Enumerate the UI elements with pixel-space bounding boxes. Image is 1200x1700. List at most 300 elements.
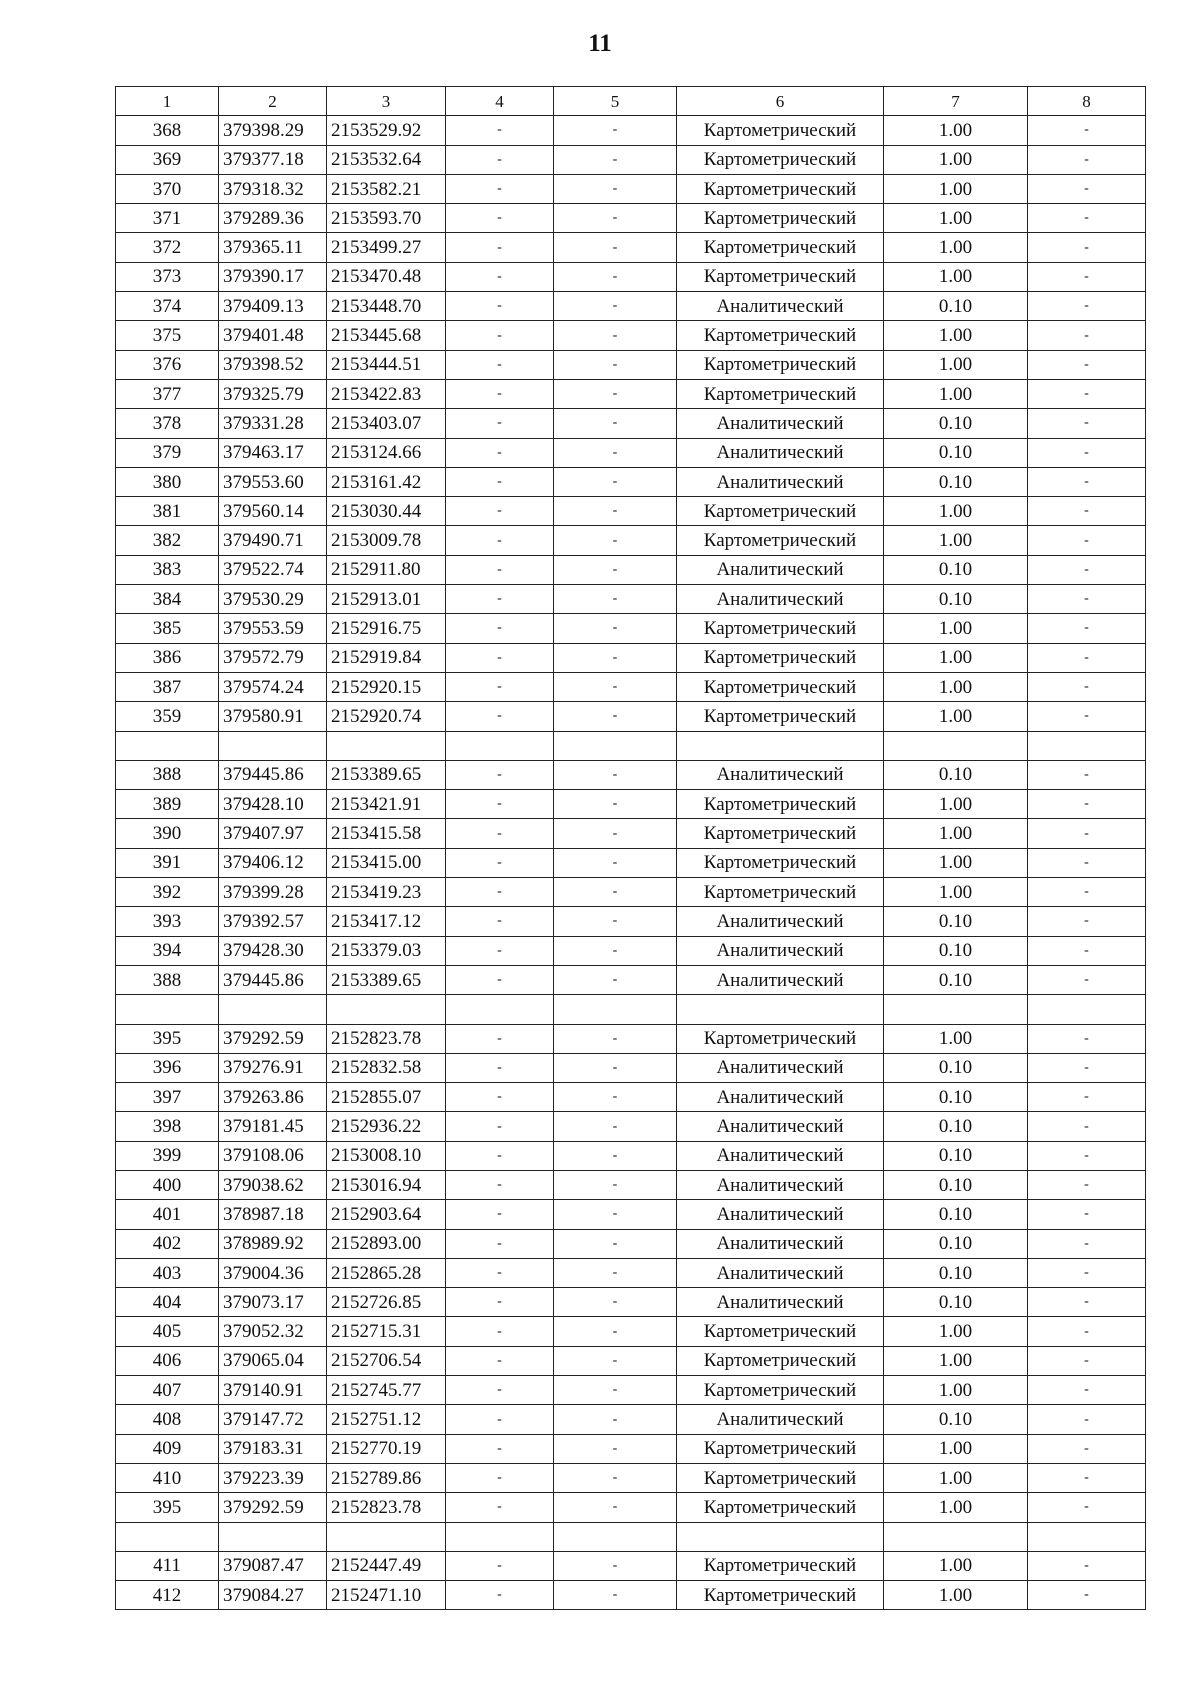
col-5-value-cell: - xyxy=(554,204,677,233)
col-4-value-cell: - xyxy=(446,1405,554,1434)
coord-y-cell: 2153030.44 xyxy=(327,497,446,526)
accuracy-cell: 0.10 xyxy=(884,1112,1028,1141)
table-row xyxy=(116,819,1146,848)
col-5-value-cell: - xyxy=(554,1376,677,1405)
col-5-value-cell: - xyxy=(554,262,677,291)
point-number-cell: 395 xyxy=(116,1493,219,1522)
method-cell: Аналитический xyxy=(677,1258,884,1287)
col-4-value-cell: - xyxy=(446,1493,554,1522)
col-5-value-cell: - xyxy=(554,1317,677,1346)
col-8-value-cell: - xyxy=(1028,965,1146,994)
accuracy-cell: 0.10 xyxy=(884,1200,1028,1229)
col-5-value-cell: - xyxy=(554,585,677,614)
table-row xyxy=(116,438,1146,467)
accuracy-cell: 1.00 xyxy=(884,1581,1028,1610)
col-4-value-cell: - xyxy=(446,1376,554,1405)
coord-x-cell: 379553.59 xyxy=(219,614,327,643)
col-8-value-cell: - xyxy=(1028,1200,1146,1229)
coord-y-cell: 2152936.22 xyxy=(327,1112,446,1141)
method-cell xyxy=(677,995,884,1024)
coord-x-cell: 379318.32 xyxy=(219,174,327,203)
col-5-value-cell xyxy=(554,1522,677,1551)
col-4-value-cell: - xyxy=(446,1434,554,1463)
accuracy-cell: 1.00 xyxy=(884,526,1028,555)
col-5-value-cell xyxy=(554,995,677,1024)
col-8-value-cell: - xyxy=(1028,1581,1146,1610)
method-cell: Аналитический xyxy=(677,1405,884,1434)
col-8-value-cell xyxy=(1028,995,1146,1024)
col-8-value-cell: - xyxy=(1028,878,1146,907)
col-8-value-cell: - xyxy=(1028,1346,1146,1375)
method-cell: Аналитический xyxy=(677,1288,884,1317)
coord-x-cell: 379084.27 xyxy=(219,1581,327,1610)
method-cell: Картометрический xyxy=(677,672,884,701)
accuracy-cell: 0.10 xyxy=(884,292,1028,321)
col-5-value-cell: - xyxy=(554,1229,677,1258)
coord-x-cell: 379052.32 xyxy=(219,1317,327,1346)
col-4-value-cell xyxy=(446,1522,554,1551)
table-row xyxy=(116,467,1146,496)
point-number-cell: 374 xyxy=(116,292,219,321)
coord-x-cell: 379560.14 xyxy=(219,497,327,526)
coord-y-cell: 2153403.07 xyxy=(327,409,446,438)
point-number-cell: 370 xyxy=(116,174,219,203)
accuracy-cell: 1.00 xyxy=(884,878,1028,907)
coord-x-cell: 379004.36 xyxy=(219,1258,327,1287)
table-row xyxy=(116,409,1146,438)
coord-y-cell: 2153444.51 xyxy=(327,350,446,379)
col-5-value-cell: - xyxy=(554,1112,677,1141)
accuracy-cell: 0.10 xyxy=(884,1229,1028,1258)
accuracy-cell: 1.00 xyxy=(884,819,1028,848)
point-number-cell: 401 xyxy=(116,1200,219,1229)
table-row xyxy=(116,204,1146,233)
point-number-cell: 405 xyxy=(116,1317,219,1346)
col-4-value-cell: - xyxy=(446,174,554,203)
col-8-value-cell: - xyxy=(1028,1229,1146,1258)
col-8-value-cell: - xyxy=(1028,907,1146,936)
method-cell: Картометрический xyxy=(677,1317,884,1346)
accuracy-cell: 0.10 xyxy=(884,438,1028,467)
col-5-value-cell: - xyxy=(554,1141,677,1170)
coord-y-cell: 2153417.12 xyxy=(327,907,446,936)
col-5-value-cell: - xyxy=(554,438,677,467)
coord-x-cell: 379428.30 xyxy=(219,936,327,965)
col-8-value-cell: - xyxy=(1028,438,1146,467)
point-number-cell: 399 xyxy=(116,1141,219,1170)
accuracy-cell: 0.10 xyxy=(884,1083,1028,1112)
point-number-cell: 383 xyxy=(116,555,219,584)
coord-x-cell: 379407.97 xyxy=(219,819,327,848)
col-8-value-cell: - xyxy=(1028,379,1146,408)
coord-y-cell: 2152823.78 xyxy=(327,1024,446,1053)
col-5-value-cell: - xyxy=(554,1024,677,1053)
table-row xyxy=(116,1170,1146,1199)
table-row xyxy=(116,965,1146,994)
coord-x-cell: 378987.18 xyxy=(219,1200,327,1229)
coord-y-cell: 2152770.19 xyxy=(327,1434,446,1463)
method-cell: Картометрический xyxy=(677,1493,884,1522)
coord-x-cell: 379398.52 xyxy=(219,350,327,379)
point-number-cell: 393 xyxy=(116,907,219,936)
method-cell: Картометрический xyxy=(677,204,884,233)
method-cell: Картометрический xyxy=(677,262,884,291)
coord-y-cell: 2152447.49 xyxy=(327,1551,446,1580)
col-4-value-cell: - xyxy=(446,790,554,819)
point-number-cell: 375 xyxy=(116,321,219,350)
col-5-value-cell: - xyxy=(554,643,677,672)
accuracy-cell: 1.00 xyxy=(884,1434,1028,1463)
method-cell: Аналитический xyxy=(677,585,884,614)
coord-y-cell: 2152919.84 xyxy=(327,643,446,672)
accuracy-cell: 0.10 xyxy=(884,1141,1028,1170)
coord-y-cell: 2153422.83 xyxy=(327,379,446,408)
col-4-value-cell: - xyxy=(446,643,554,672)
accuracy-cell: 0.10 xyxy=(884,936,1028,965)
point-number-cell: 369 xyxy=(116,145,219,174)
col-5-value-cell: - xyxy=(554,848,677,877)
accuracy-cell: 0.10 xyxy=(884,907,1028,936)
col-4-value-cell: - xyxy=(446,1053,554,1082)
coord-y-cell: 2152706.54 xyxy=(327,1346,446,1375)
accuracy-cell: 1.00 xyxy=(884,702,1028,731)
coord-x-cell: 379463.17 xyxy=(219,438,327,467)
coord-x-cell: 379365.11 xyxy=(219,233,327,262)
col-8-value-cell: - xyxy=(1028,1493,1146,1522)
coord-x-cell: 379390.17 xyxy=(219,262,327,291)
coord-y-cell: 2153124.66 xyxy=(327,438,446,467)
point-number-cell xyxy=(116,731,219,760)
accuracy-cell: 1.00 xyxy=(884,204,1028,233)
coord-y-cell: 2153009.78 xyxy=(327,526,446,555)
point-number-cell: 391 xyxy=(116,848,219,877)
table-row xyxy=(116,1083,1146,1112)
col-8-value-cell: - xyxy=(1028,174,1146,203)
coord-x-cell: 379522.74 xyxy=(219,555,327,584)
point-number-cell xyxy=(116,995,219,1024)
accuracy-cell: 1.00 xyxy=(884,379,1028,408)
table-row xyxy=(116,702,1146,731)
col-8-value-cell: - xyxy=(1028,1551,1146,1580)
table-row xyxy=(116,1581,1146,1610)
point-number-cell: 380 xyxy=(116,467,219,496)
col-5-value-cell: - xyxy=(554,1493,677,1522)
col-5-value-cell: - xyxy=(554,467,677,496)
coord-x-cell: 379398.29 xyxy=(219,116,327,145)
coord-y-cell: 2153421.91 xyxy=(327,790,446,819)
point-number-cell: 395 xyxy=(116,1024,219,1053)
coord-y-cell: 2152789.86 xyxy=(327,1463,446,1492)
coord-y-cell xyxy=(327,1522,446,1551)
col-8-value-cell: - xyxy=(1028,1434,1146,1463)
col-5-value-cell: - xyxy=(554,292,677,321)
table-row xyxy=(116,526,1146,555)
col-5-value-cell: - xyxy=(554,819,677,848)
table-row xyxy=(116,1376,1146,1405)
method-cell: Аналитический xyxy=(677,1141,884,1170)
coord-x-cell: 379292.59 xyxy=(219,1024,327,1053)
method-cell: Картометрический xyxy=(677,526,884,555)
accuracy-cell: 1.00 xyxy=(884,1024,1028,1053)
point-number-cell: 398 xyxy=(116,1112,219,1141)
col-5-value-cell: - xyxy=(554,1053,677,1082)
col-4-value-cell: - xyxy=(446,1200,554,1229)
table-row xyxy=(116,262,1146,291)
coord-y-cell xyxy=(327,731,446,760)
coord-x-cell: 379377.18 xyxy=(219,145,327,174)
col-8-value-cell: - xyxy=(1028,1024,1146,1053)
table-row xyxy=(116,1112,1146,1141)
accuracy-cell: 1.00 xyxy=(884,116,1028,145)
accuracy-cell: 0.10 xyxy=(884,1053,1028,1082)
col-4-value-cell: - xyxy=(446,1317,554,1346)
col-8-value-cell: - xyxy=(1028,350,1146,379)
coord-y-cell: 2153529.92 xyxy=(327,116,446,145)
coord-x-cell: 379263.86 xyxy=(219,1083,327,1112)
column-number-header: 3 xyxy=(327,87,446,116)
col-4-value-cell: - xyxy=(446,116,554,145)
col-4-value-cell: - xyxy=(446,848,554,877)
col-4-value-cell: - xyxy=(446,702,554,731)
col-5-value-cell: - xyxy=(554,1434,677,1463)
column-number-header: 6 xyxy=(677,87,884,116)
method-cell: Картометрический xyxy=(677,321,884,350)
coord-x-cell xyxy=(219,731,327,760)
method-cell: Аналитический xyxy=(677,555,884,584)
coord-x-cell: 379181.45 xyxy=(219,1112,327,1141)
method-cell: Аналитический xyxy=(677,438,884,467)
col-4-value-cell: - xyxy=(446,1581,554,1610)
coord-x-cell: 379409.13 xyxy=(219,292,327,321)
coord-y-cell: 2153415.00 xyxy=(327,848,446,877)
accuracy-cell: 0.10 xyxy=(884,1405,1028,1434)
page-number: 11 xyxy=(588,30,612,57)
method-cell: Картометрический xyxy=(677,1434,884,1463)
point-number-cell: 409 xyxy=(116,1434,219,1463)
coord-x-cell: 379276.91 xyxy=(219,1053,327,1082)
coord-y-cell: 2152751.12 xyxy=(327,1405,446,1434)
col-8-value-cell: - xyxy=(1028,321,1146,350)
col-5-value-cell: - xyxy=(554,526,677,555)
method-cell: Картометрический xyxy=(677,1024,884,1053)
accuracy-cell: 1.00 xyxy=(884,1551,1028,1580)
method-cell: Картометрический xyxy=(677,174,884,203)
coord-y-cell: 2153593.70 xyxy=(327,204,446,233)
col-5-value-cell: - xyxy=(554,555,677,584)
col-8-value-cell: - xyxy=(1028,1112,1146,1141)
point-number-cell xyxy=(116,1522,219,1551)
col-5-value-cell: - xyxy=(554,497,677,526)
method-cell: Картометрический xyxy=(677,643,884,672)
col-5-value-cell: - xyxy=(554,116,677,145)
table-row xyxy=(116,379,1146,408)
accuracy-cell: 1.00 xyxy=(884,790,1028,819)
coord-x-cell: 379580.91 xyxy=(219,702,327,731)
table-row xyxy=(116,995,1146,1024)
method-cell: Аналитический xyxy=(677,936,884,965)
table-row xyxy=(116,1405,1146,1434)
method-cell: Аналитический xyxy=(677,292,884,321)
table-row xyxy=(116,790,1146,819)
coord-y-cell: 2153445.68 xyxy=(327,321,446,350)
col-8-value-cell xyxy=(1028,731,1146,760)
method-cell: Аналитический xyxy=(677,1200,884,1229)
coord-y-cell: 2152823.78 xyxy=(327,1493,446,1522)
table-row xyxy=(116,731,1146,760)
coord-y-cell: 2152920.74 xyxy=(327,702,446,731)
coord-y-cell: 2152911.80 xyxy=(327,555,446,584)
coord-x-cell: 379428.10 xyxy=(219,790,327,819)
table-row xyxy=(116,1463,1146,1492)
point-number-cell: 388 xyxy=(116,760,219,789)
col-5-value-cell: - xyxy=(554,174,677,203)
col-4-value-cell: - xyxy=(446,379,554,408)
col-5-value-cell: - xyxy=(554,409,677,438)
table-row xyxy=(116,848,1146,877)
point-number-cell: 404 xyxy=(116,1288,219,1317)
col-4-value-cell: - xyxy=(446,965,554,994)
col-4-value-cell: - xyxy=(446,1346,554,1375)
point-number-cell: 382 xyxy=(116,526,219,555)
col-4-value-cell: - xyxy=(446,907,554,936)
accuracy-cell: 0.10 xyxy=(884,1258,1028,1287)
table-row xyxy=(116,321,1146,350)
col-4-value-cell: - xyxy=(446,350,554,379)
method-cell: Картометрический xyxy=(677,1581,884,1610)
point-number-cell: 403 xyxy=(116,1258,219,1287)
method-cell: Аналитический xyxy=(677,760,884,789)
table-row xyxy=(116,116,1146,145)
coord-y-cell: 2153389.65 xyxy=(327,760,446,789)
accuracy-cell: 0.10 xyxy=(884,467,1028,496)
method-cell: Картометрический xyxy=(677,1376,884,1405)
col-8-value-cell: - xyxy=(1028,1083,1146,1112)
coord-y-cell: 2153389.65 xyxy=(327,965,446,994)
coord-y-cell: 2153582.21 xyxy=(327,174,446,203)
point-number-cell: 412 xyxy=(116,1581,219,1610)
method-cell: Аналитический xyxy=(677,467,884,496)
method-cell: Картометрический xyxy=(677,790,884,819)
method-cell: Аналитический xyxy=(677,965,884,994)
col-4-value-cell: - xyxy=(446,1463,554,1492)
col-8-value-cell: - xyxy=(1028,1170,1146,1199)
table-row xyxy=(116,614,1146,643)
table-row xyxy=(116,878,1146,907)
method-cell: Картометрический xyxy=(677,145,884,174)
col-4-value-cell: - xyxy=(446,526,554,555)
table-row xyxy=(116,1317,1146,1346)
col-4-value-cell: - xyxy=(446,1141,554,1170)
column-number-header: 4 xyxy=(446,87,554,116)
point-number-cell: 406 xyxy=(116,1346,219,1375)
coord-x-cell: 379289.36 xyxy=(219,204,327,233)
table-row xyxy=(116,1053,1146,1082)
table-row xyxy=(116,936,1146,965)
coord-y-cell: 2152855.07 xyxy=(327,1083,446,1112)
accuracy-cell: 1.00 xyxy=(884,672,1028,701)
method-cell: Картометрический xyxy=(677,350,884,379)
table-row xyxy=(116,174,1146,203)
col-5-value-cell: - xyxy=(554,907,677,936)
col-4-value-cell: - xyxy=(446,672,554,701)
col-5-value-cell: - xyxy=(554,1200,677,1229)
method-cell: Картометрический xyxy=(677,116,884,145)
table-row xyxy=(116,292,1146,321)
col-5-value-cell: - xyxy=(554,936,677,965)
col-5-value-cell: - xyxy=(554,1463,677,1492)
coord-x-cell: 379399.28 xyxy=(219,878,327,907)
table-row xyxy=(116,555,1146,584)
col-5-value-cell: - xyxy=(554,1258,677,1287)
table-row xyxy=(116,1141,1146,1170)
method-cell: Картометрический xyxy=(677,702,884,731)
coord-y-cell: 2152913.01 xyxy=(327,585,446,614)
col-8-value-cell: - xyxy=(1028,1317,1146,1346)
point-number-cell: 373 xyxy=(116,262,219,291)
col-8-value-cell xyxy=(1028,1522,1146,1551)
table-row xyxy=(116,1346,1146,1375)
point-number-cell: 402 xyxy=(116,1229,219,1258)
col-4-value-cell: - xyxy=(446,1083,554,1112)
col-4-value-cell: - xyxy=(446,438,554,467)
coord-x-cell: 379445.86 xyxy=(219,760,327,789)
col-5-value-cell: - xyxy=(554,614,677,643)
accuracy-cell: 1.00 xyxy=(884,848,1028,877)
table-row xyxy=(116,672,1146,701)
coord-x-cell: 379108.06 xyxy=(219,1141,327,1170)
coord-x-cell: 379325.79 xyxy=(219,379,327,408)
col-4-value-cell: - xyxy=(446,1288,554,1317)
accuracy-cell: 1.00 xyxy=(884,174,1028,203)
point-number-cell: 377 xyxy=(116,379,219,408)
point-number-cell: 386 xyxy=(116,643,219,672)
coord-y-cell: 2152715.31 xyxy=(327,1317,446,1346)
col-4-value-cell: - xyxy=(446,321,554,350)
coord-y-cell: 2153419.23 xyxy=(327,878,446,907)
column-number-header: 5 xyxy=(554,87,677,116)
accuracy-cell: 1.00 xyxy=(884,262,1028,291)
col-8-value-cell: - xyxy=(1028,790,1146,819)
col-8-value-cell: - xyxy=(1028,116,1146,145)
method-cell: Картометрический xyxy=(677,848,884,877)
coord-y-cell: 2153415.58 xyxy=(327,819,446,848)
col-4-value-cell: - xyxy=(446,204,554,233)
col-4-value-cell xyxy=(446,995,554,1024)
col-5-value-cell: - xyxy=(554,1551,677,1580)
col-4-value-cell: - xyxy=(446,936,554,965)
col-8-value-cell: - xyxy=(1028,467,1146,496)
col-5-value-cell: - xyxy=(554,321,677,350)
table-row xyxy=(116,1288,1146,1317)
coord-y-cell: 2153008.10 xyxy=(327,1141,446,1170)
point-number-cell: 407 xyxy=(116,1376,219,1405)
table-row xyxy=(116,1024,1146,1053)
coord-x-cell: 379553.60 xyxy=(219,467,327,496)
method-cell: Картометрический xyxy=(677,1551,884,1580)
method-cell: Аналитический xyxy=(677,1229,884,1258)
coord-y-cell: 2152903.64 xyxy=(327,1200,446,1229)
col-8-value-cell: - xyxy=(1028,555,1146,584)
point-number-cell: 384 xyxy=(116,585,219,614)
col-8-value-cell: - xyxy=(1028,145,1146,174)
coord-x-cell: 379331.28 xyxy=(219,409,327,438)
method-cell xyxy=(677,731,884,760)
col-8-value-cell: - xyxy=(1028,819,1146,848)
accuracy-cell: 1.00 xyxy=(884,233,1028,262)
col-4-value-cell: - xyxy=(446,292,554,321)
col-8-value-cell: - xyxy=(1028,702,1146,731)
coord-y-cell: 2153016.94 xyxy=(327,1170,446,1199)
